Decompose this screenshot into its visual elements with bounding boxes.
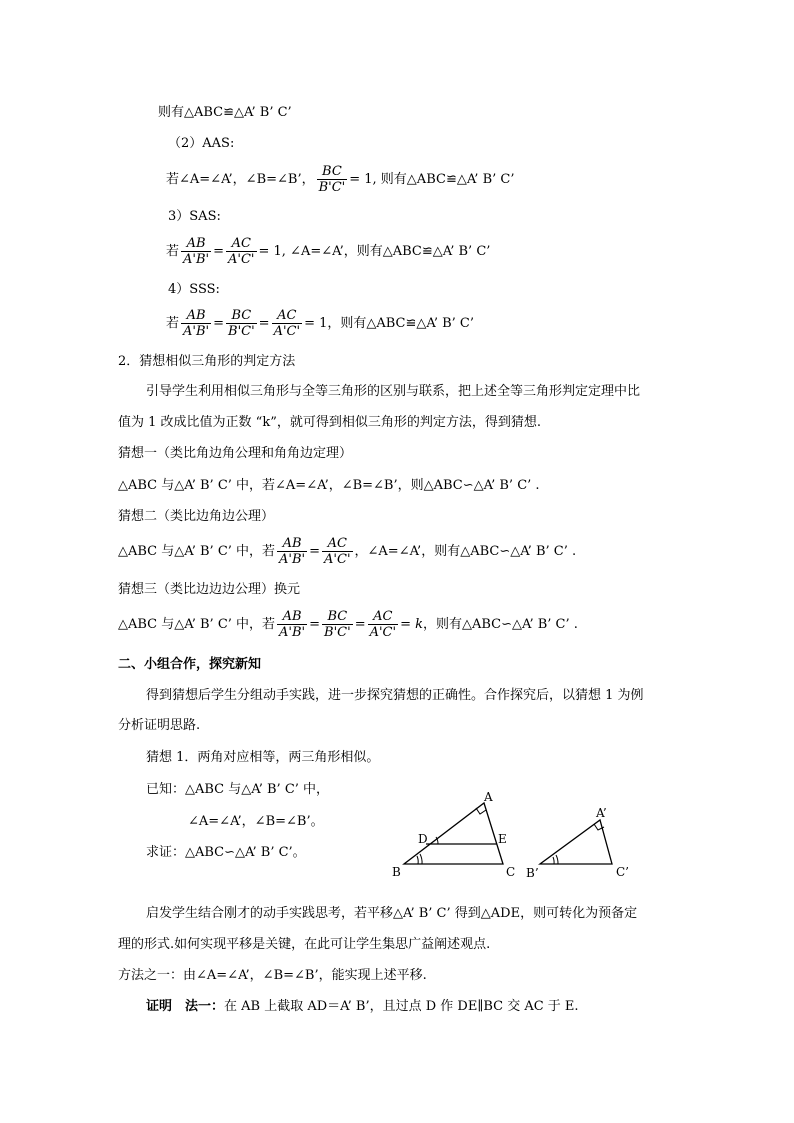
section-heading-2: 2．猜想相似三角形的判定方法 (118, 354, 296, 369)
paragraph-line: 启发学生结合刚才的动手实践思考，若平移△A’ B’ C’ 得到△ADE，则可转化为预备定 (146, 906, 638, 921)
fraction: $\frac{AC}{A'C'}$ (228, 236, 255, 267)
paragraph-line: 分析证明思路. (118, 718, 201, 733)
fraction: $\frac{AC}{A'C'}$ (369, 609, 397, 640)
given-angles: ∠A=∠A’，∠B=∠B’。 (188, 814, 324, 829)
section-heading-3: 二、小组合作，探究新知 (118, 657, 262, 672)
guess-2-statement: △ABC 与△A’ B’ C’ 中，若 $\frac{AB}{A'B'}$ = $\frac{AC}{A'C'}$ ，∠A=∠A’，则有△ABC∽△A’ B’ C’ . (118, 536, 577, 567)
paragraph-line: 值为 1 改成比值为正数 “k”，就可得到相似三角形的判定方法，得到猜想. (118, 415, 541, 430)
guess-1-statement: △ABC 与△A’ B’ C’ 中，若∠A=∠A’，∠B=∠B’，则△ABC∽△A’ B’ C’ . (118, 478, 540, 493)
label-a-prime: A’ (596, 806, 607, 820)
paragraph-line: 得到猜想后学生分组动手实践，进一步探究猜想的正确性。合作探究后，以猜想 1 为例 (146, 688, 644, 703)
proof-line: 证明 法一：在 AB 上截取 AD＝A’ B’，且过点 D 作 DE∥BC 交 AC 于 E. (146, 999, 579, 1014)
paragraph-line: 理的形式.如何实现平移是关键，在此可让学生集思广益阐述观点. (118, 937, 491, 952)
guess-2-heading: 猜想二（类比边角边公理） (118, 509, 275, 524)
label-c: C (506, 865, 516, 879)
paragraph-line: 引导学生利用相似三角形与全等三角形的区别与联系，把上述全等三角形判定定理中比 (146, 384, 641, 399)
fraction: $\frac{AB}{A'B'}$ (279, 609, 306, 640)
triangle-a2b2c2 (526, 806, 629, 880)
triangle-abc (392, 790, 515, 879)
conjecture-1: 猜想 1．两角对应相等，两三角形相似。 (146, 750, 380, 765)
sss-heading: 4）SSS: (168, 282, 220, 297)
label-c-prime: C’ (616, 865, 629, 879)
fraction: $\frac{AB}{A'B'}$ (279, 536, 306, 567)
label-e: E (498, 832, 507, 846)
proof-label: 证明 法一： (146, 999, 225, 1014)
fraction: $\frac{BC}{B'C'}$ (228, 308, 255, 339)
prove-line: 求证：△ABC∽△A’ B’ C’。 (146, 845, 306, 860)
label-b: B (392, 865, 401, 879)
triangle-figure (380, 780, 650, 890)
sss-statement: 若 $\frac{AB}{A'B'}$ = $\frac{BC}{B'C'}$ = $\frac{AC}{A'C'}$ = 1，则有△ABC≌△A’ B’ C’ (166, 308, 475, 339)
fraction: $\frac{AB}{A'B'}$ (183, 308, 210, 339)
given-line: 已知：△ABC 与△A’ B’ C’ 中， (146, 782, 330, 797)
fraction: $\frac{AC}{A'C'}$ (273, 308, 301, 339)
fraction: $\frac{BC}{B'C'}$ (324, 609, 351, 640)
aas-heading: （2）AAS: (168, 136, 235, 151)
label-d: D (418, 832, 428, 846)
method-line: 方法之一：由∠A=∠A’，∠B=∠B’，能实现上述平移. (118, 968, 427, 983)
fraction: $\frac{AB}{A'B'}$ (183, 236, 210, 267)
label-b-prime: B’ (526, 866, 539, 880)
sas-statement: 若 $\frac{AB}{A'B'}$ = $\frac{AC}{A'C'}$ = 1, ∠A=∠A’，则有△ABC≌△A’ B’ C’ (166, 236, 491, 267)
guess-3-heading: 猜想三（类比边边边公理）换元 (118, 582, 301, 597)
fraction: $\frac{BC}{B'C'}$ (318, 164, 346, 195)
sas-heading: 3）SAS: (168, 209, 221, 224)
guess-1-heading: 猜想一（类比角边角公理和角角边定理） (118, 446, 353, 461)
conclusion-line: 则有△ABC≌△A’ B’ C’ (158, 105, 292, 120)
aas-statement: 若∠A=∠A’，∠B=∠B’， $\frac{BC}{B'C'}$ = 1, 则有△ABC≌△A’ B’ C’ (166, 164, 515, 195)
fraction: $\frac{AC}{A'C'}$ (324, 536, 351, 567)
guess-3-statement: △ABC 与△A’ B’ C’ 中，若 $\frac{AB}{A'B'}$ = $\frac{BC}{B'C'}$ = $\frac{AC}{A'C'}$ = k，则有△ABC∽△A’ B’ C’ . (118, 609, 578, 640)
label-a: A (484, 790, 493, 804)
